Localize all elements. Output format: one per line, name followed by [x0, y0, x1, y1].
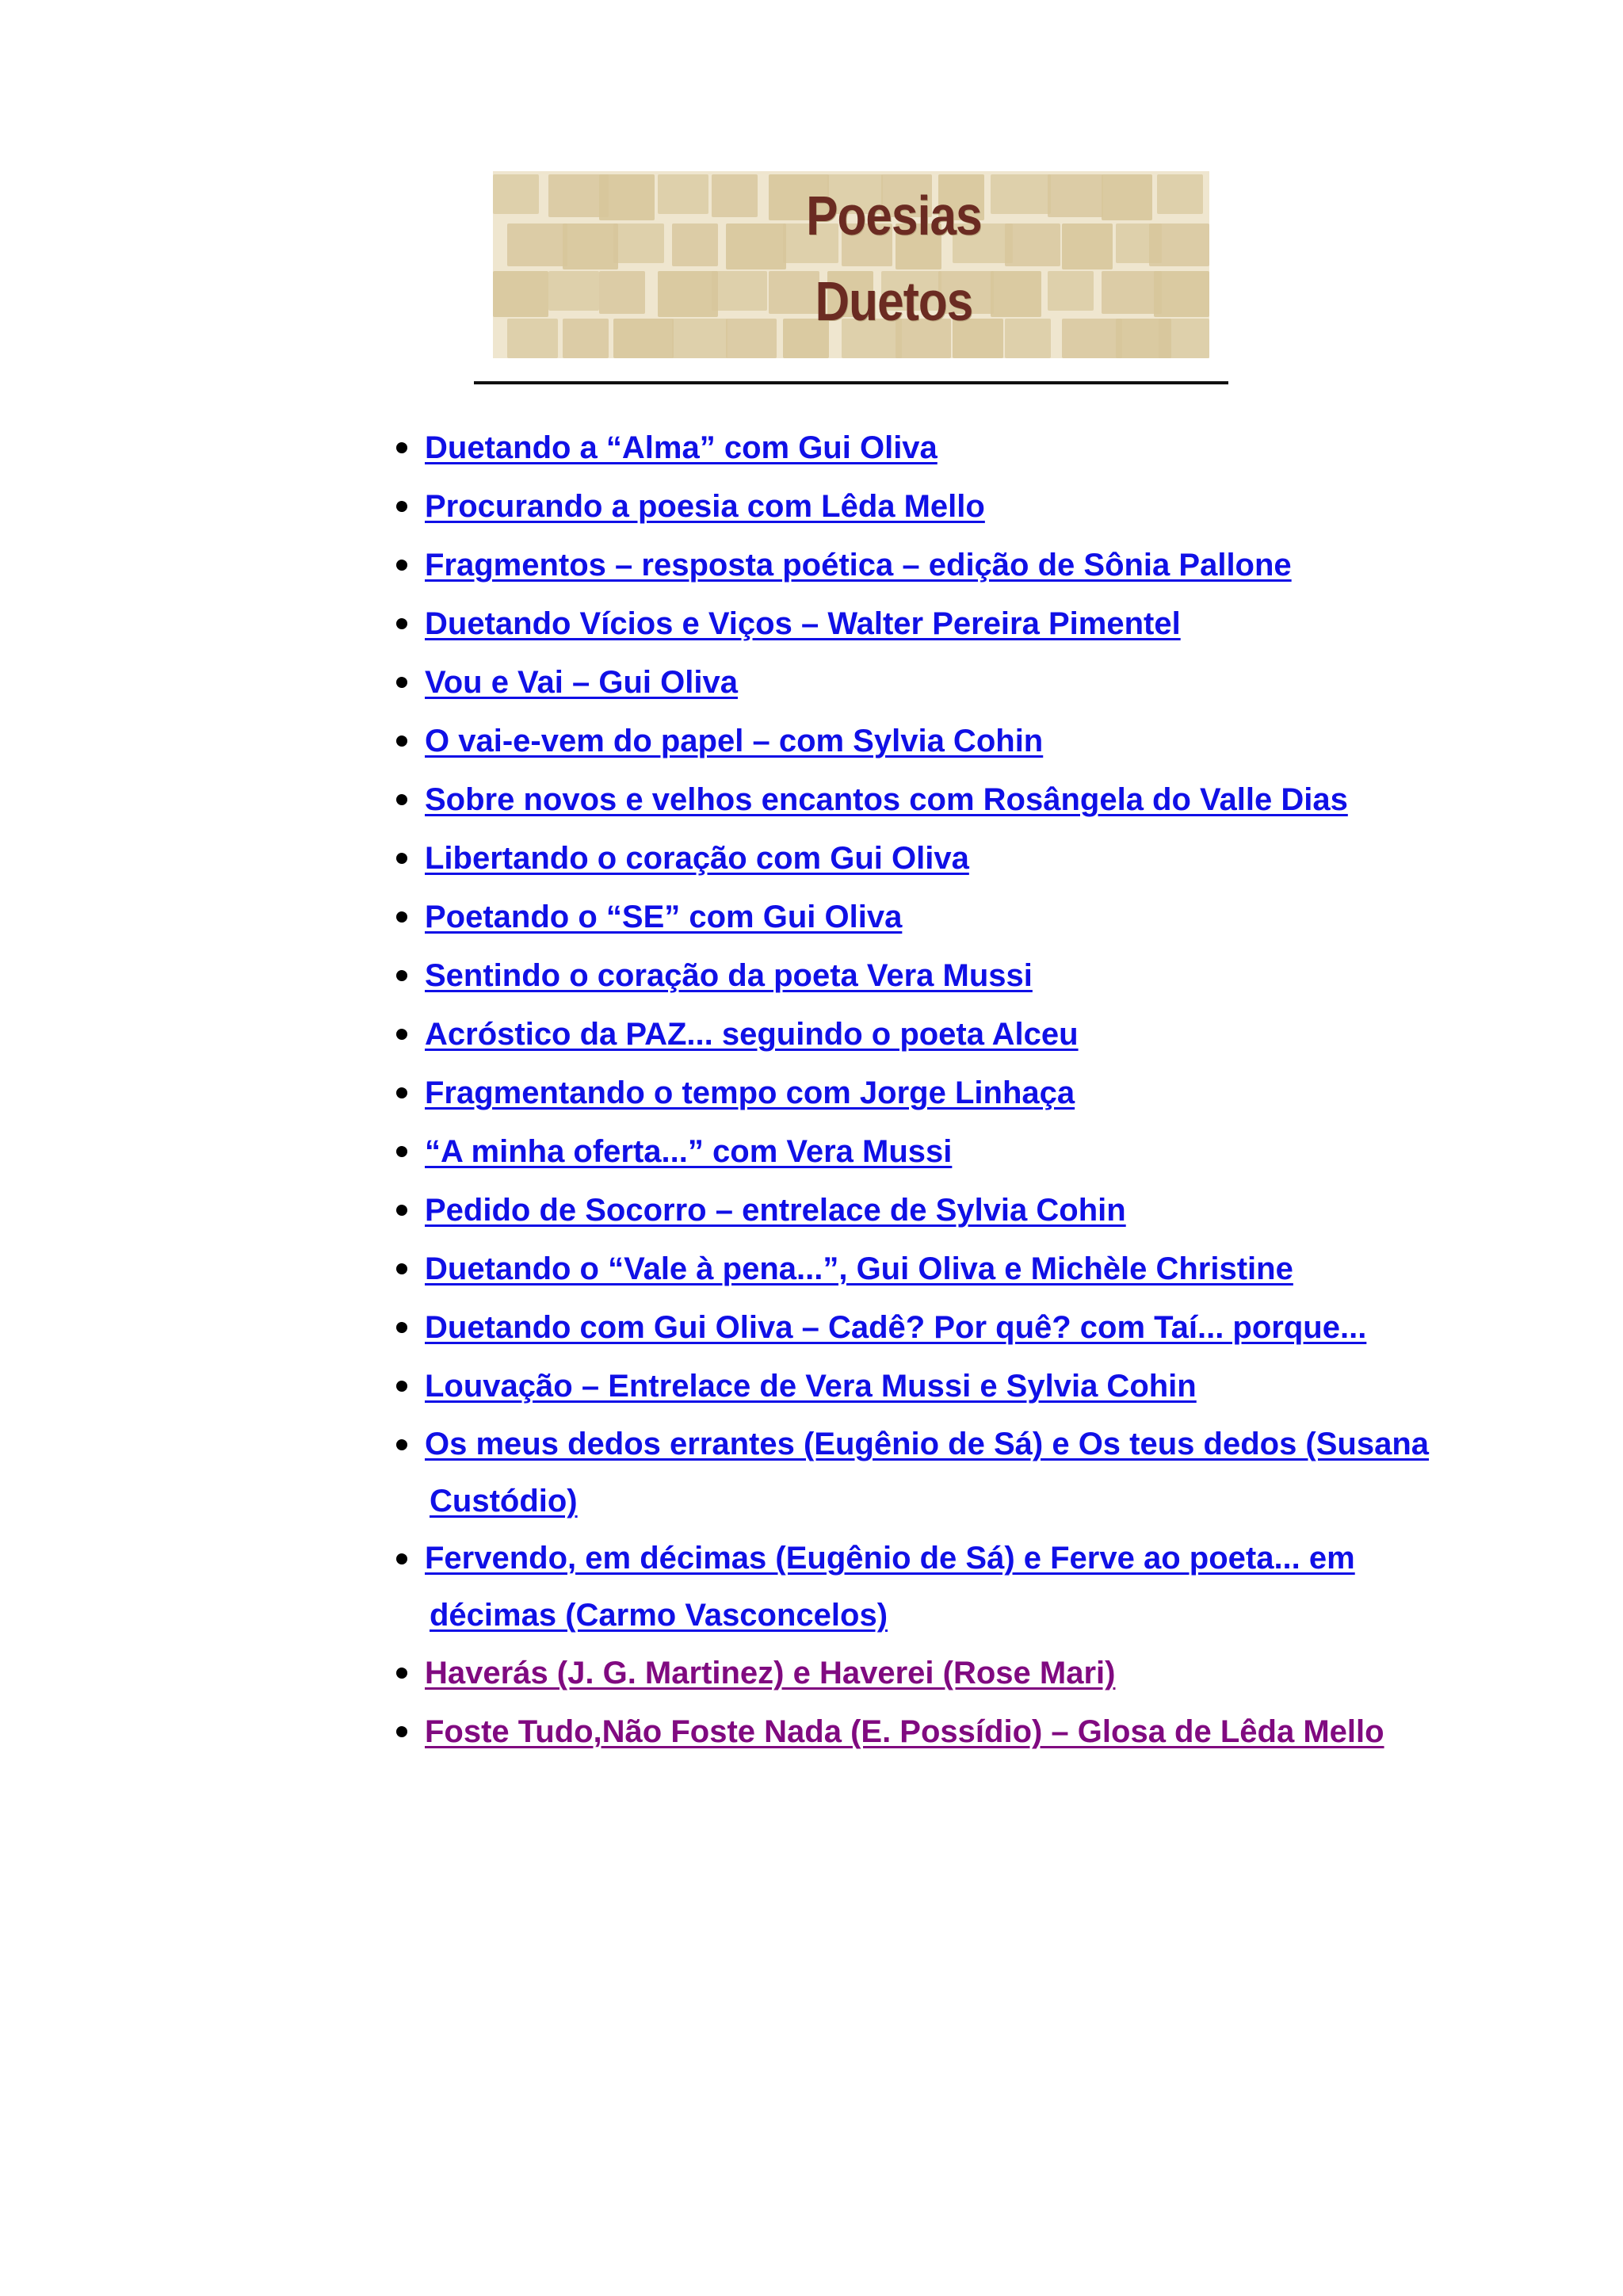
- tile: [507, 223, 567, 266]
- link-fragmentos[interactable]: Fragmentos – resposta poética – edição de Sônia Pallone: [425, 548, 1292, 583]
- bullet-icon: [396, 1205, 407, 1216]
- tile: [493, 174, 539, 214]
- list-item: [396, 1298, 1506, 1357]
- link-minha-oferta[interactable]: “A minha oferta...” com Vera Mussi: [425, 1134, 953, 1169]
- tile: [1102, 271, 1162, 314]
- tile: [599, 174, 655, 220]
- link-sentindo-coracao[interactable]: Sentindo o coração da poeta Vera Mussi: [425, 958, 1033, 993]
- bullet-icon: [396, 442, 407, 453]
- tile: [712, 271, 767, 311]
- link-dedos-errantes[interactable]: [425, 1427, 1429, 1519]
- bullet-icon: [396, 853, 407, 864]
- tile: [599, 271, 645, 314]
- tile: [1149, 223, 1209, 266]
- bullet-icon: [396, 1087, 407, 1098]
- tile: [507, 319, 558, 358]
- bullet-icon: [396, 501, 407, 512]
- tile: [1102, 174, 1152, 220]
- link-novos-velhos-encantos[interactable]: Sobre novos e velhos encantos com Rosângela do Valle Dias: [425, 782, 1348, 817]
- bullet-icon: [396, 1263, 407, 1274]
- list-item: [396, 712, 1506, 770]
- list-item: [396, 1702, 1506, 1761]
- tile: [548, 271, 599, 311]
- link-fragmentando-tempo[interactable]: Fragmentando o tempo com Jorge Linhaça: [425, 1075, 1075, 1110]
- link-vai-e-vem[interactable]: O vai-e-vem do papel – com Sylvia Cohin: [425, 724, 1044, 758]
- link-cade-por-que[interactable]: Duetando com Gui Oliva – Cadê? Por quê? com Taí... porque...: [425, 1310, 1367, 1345]
- banner-title-duetos: Duetos: [815, 270, 973, 332]
- list-item: [396, 1530, 1506, 1644]
- tile: [1157, 174, 1203, 214]
- list-item: [396, 1415, 1506, 1530]
- list-item: [396, 594, 1506, 653]
- link-alma-gui-oliva[interactable]: Duetando a “Alma” com Gui Oliva: [425, 430, 938, 465]
- link-vou-e-vai[interactable]: Vou e Vai – Gui Oliva: [425, 665, 738, 700]
- link-libertando-coracao[interactable]: Libertando o coração com Gui Oliva: [425, 841, 969, 876]
- bullet-icon: [396, 970, 407, 981]
- link-line: Fervendo, em décimas (Eugênio de Sá) e Ferve ao poeta... em: [425, 1541, 1355, 1576]
- list-item: [396, 1122, 1506, 1181]
- list-item: [396, 770, 1506, 829]
- tile: [672, 319, 727, 358]
- link-vale-a-pena[interactable]: Duetando o “Vale à pena...”, Gui Oliva e Michèle Christine: [425, 1251, 1293, 1286]
- bullet-icon: [396, 1726, 407, 1737]
- list-item: [396, 653, 1506, 712]
- tile: [493, 271, 548, 317]
- bullet-icon: [396, 1146, 407, 1157]
- tile: [991, 271, 1041, 317]
- tile: [1159, 319, 1209, 358]
- tile: [712, 174, 758, 217]
- tile: [726, 223, 786, 269]
- bullet-icon: [396, 677, 407, 688]
- bullet-icon: [396, 1553, 407, 1564]
- tile: [1154, 271, 1209, 317]
- bullet-icon: [396, 1029, 407, 1040]
- tile: [1005, 319, 1051, 358]
- tile: [613, 319, 674, 358]
- list-item: [396, 1181, 1506, 1240]
- list-item: [396, 829, 1506, 888]
- bullet-icon: [396, 911, 407, 923]
- link-poetando-se[interactable]: Poetando o “SE” com Gui Oliva: [425, 900, 903, 934]
- tile: [1005, 223, 1060, 266]
- link-procurando-poesia[interactable]: Procurando a poesia com Lêda Mello: [425, 489, 985, 524]
- tile: [1048, 174, 1103, 217]
- tile: [991, 174, 1051, 214]
- list-item: [396, 946, 1506, 1005]
- link-fervendo-decimas[interactable]: [425, 1541, 1355, 1633]
- tile: [613, 223, 664, 263]
- tile: [563, 223, 618, 269]
- banner: [474, 152, 1228, 384]
- bullet-icon: [396, 794, 407, 805]
- tile: [726, 319, 777, 358]
- banner-divider: [474, 381, 1228, 384]
- bullet-icon: [396, 735, 407, 747]
- bullet-icon: [396, 1381, 407, 1392]
- link-acrostico-paz[interactable]: Acróstico da PAZ... seguindo o poeta Alceu: [425, 1017, 1079, 1052]
- link-pedido-socorro[interactable]: Pedido de Socorro – entrelace de Sylvia Cohin: [425, 1193, 1126, 1228]
- tile: [1062, 223, 1113, 269]
- link-line: Custódio): [430, 1484, 578, 1519]
- link-foste-tudo[interactable]: Foste Tudo,Não Foste Nada (E. Possídio) – Glosa de Lêda Mello: [425, 1714, 1384, 1749]
- tile: [1048, 271, 1094, 311]
- list-item: [396, 1357, 1506, 1415]
- list-item: [396, 1240, 1506, 1298]
- tile: [672, 223, 718, 266]
- bullet-icon: [396, 1668, 407, 1679]
- tile: [1062, 319, 1122, 358]
- list-item: [396, 477, 1506, 536]
- link-list: [396, 418, 1506, 1761]
- link-line: décimas (Carmo Vasconcelos): [430, 1598, 888, 1633]
- link-louvacao[interactable]: Louvação – Entrelace de Vera Mussi e Sylvia Cohin: [425, 1369, 1197, 1404]
- tile: [658, 174, 708, 214]
- tile: [658, 271, 718, 317]
- bullet-icon: [396, 560, 407, 571]
- bullet-icon: [396, 1322, 407, 1333]
- tile: [563, 319, 609, 358]
- banner-title-poesias: Poesias: [806, 185, 982, 246]
- link-line: Os meus dedos errantes (Eugênio de Sá) e Os teus dedos (Susana: [425, 1427, 1430, 1461]
- bullet-icon: [396, 1439, 407, 1450]
- list-item: [396, 418, 1506, 477]
- link-vicios-vicos[interactable]: Duetando Vícios e Viços – Walter Pereira Pimentel: [425, 606, 1181, 641]
- bullet-icon: [396, 618, 407, 629]
- link-haveras[interactable]: Haverás (J. G. Martinez) e Haverei (Rose Mari): [425, 1656, 1116, 1690]
- banner-image: [474, 152, 1228, 377]
- list-item: [396, 1064, 1506, 1122]
- list-item: [396, 536, 1506, 594]
- list-item: [396, 1005, 1506, 1064]
- list-item: [396, 1644, 1506, 1702]
- list-item: [396, 888, 1506, 946]
